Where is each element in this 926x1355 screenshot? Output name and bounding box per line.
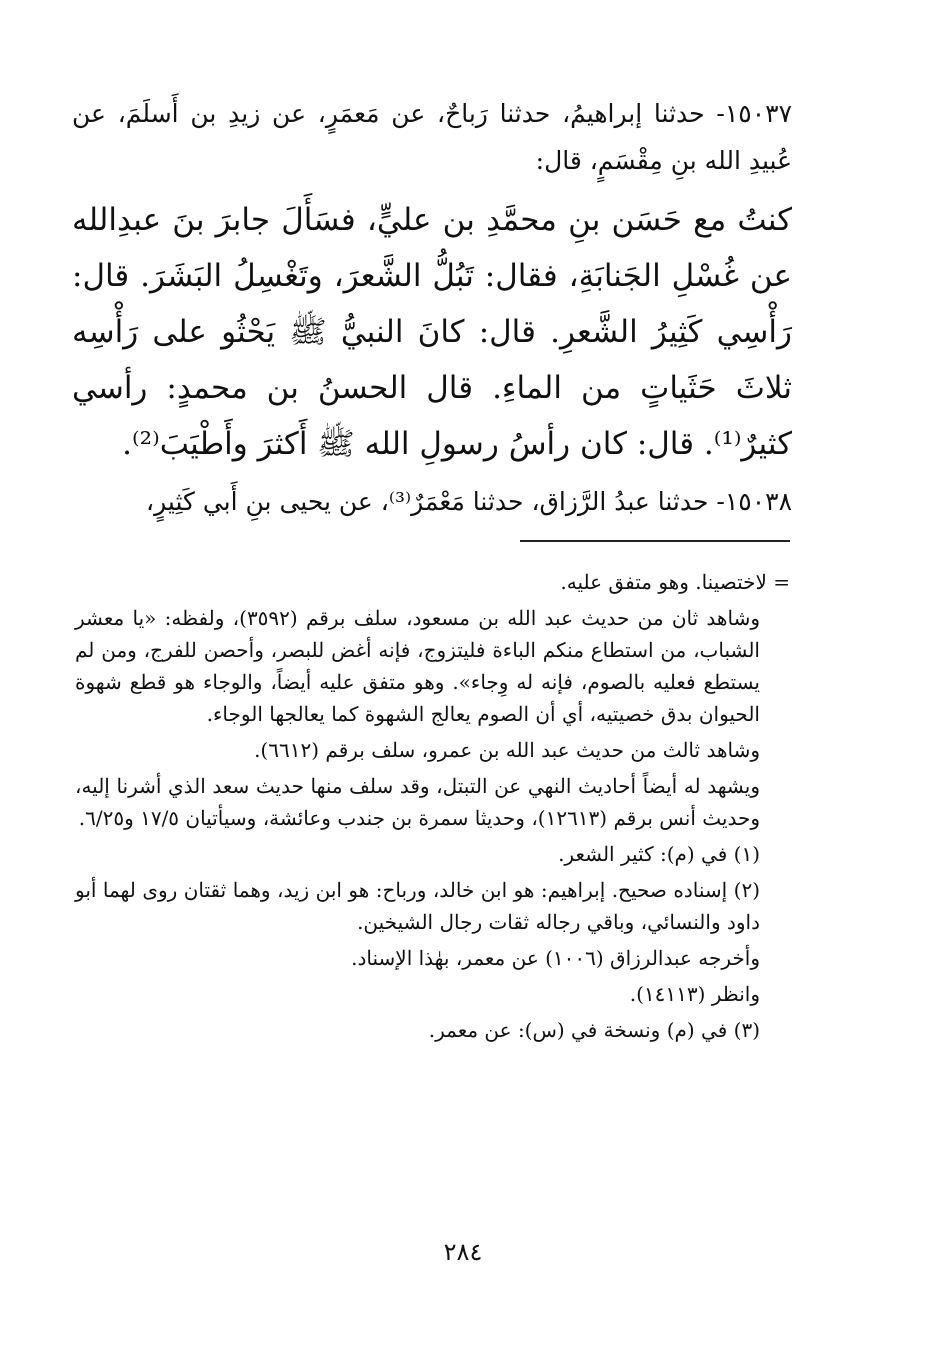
footnote-1: (١) في (م): كثير الشعر. bbox=[558, 842, 760, 866]
footnote-witness-3: وشاهد ثالث من حديث عبد الله بن عمرو، سلف برقم (٦٦١٢). bbox=[254, 738, 760, 762]
footnote-2: (٢) إسناده صحيح. إبراهيم: هو ابن خالد، ورباح: هو ابن زيد، وهما ثقتان روى لهما أبو داود والنسائي، وباقي رجاله ثقات رجال الشيخين. bbox=[75, 878, 760, 934]
footnote-separator bbox=[520, 540, 790, 542]
footnote-2-see-also: وانظر (١٤١١٣). bbox=[629, 982, 760, 1006]
footnotes bbox=[75, 566, 790, 1050]
footnote-witness-4: ويشهد له أيضاً أحاديث النهي عن التبتل، وقد سلف منها حديث سعد الذي أشرنا إليه، وحديث أنس برقم (١٢٦١٣)، وحديثا سمرة بن جندب وعائشة، وسيأتيان ١٧/٥ و٦/٢٥. bbox=[75, 774, 760, 830]
footnote-continuation: = لاختصينا. وهو متفق عليه. bbox=[560, 570, 790, 594]
footnote-3: (٣) في (م) ونسخة في (س): عن معمر. bbox=[428, 1018, 760, 1042]
main-text bbox=[72, 90, 792, 525]
hadith-15038-intro: ١٥٠٣٨- حدثنا عبدُ الرَّزاق، حدثنا مَعْمَرٌ⁽³⁾، عن يحيى بنِ أَبي كَثِيرٍ، bbox=[146, 487, 792, 516]
footnote-witness-2: وشاهد ثان من حديث عبد الله بن مسعود، سلف برقم (٣٥٩٢)، ولفظه: «يا معشر الشباب، من استطاع منكم الباءة فليتزوج، فإنه أغض للبصر، وأحصن للفرج، ومن لم يستطع فعليه بالصوم، فإنه له وِجاء». وهو متفق عليه أيضاً، والوجاء هو قطع شهوة الحيوان بدق خصيتيه، أي أن الصوم يعالج الشهوة كما يعالجها الوجاء. bbox=[75, 606, 760, 726]
footnote-2-takhrij: وأخرجه عبدالرزاق (١٠٠٦) عن معمر، بهٰذا الإسناد. bbox=[351, 946, 760, 970]
page-number: ٢٨٤ bbox=[443, 1238, 483, 1266]
hadith-15037-text: كنتُ مع حَسَن بنِ محمَّدِ بن عليٍّ، فسَأَلَ جابرَ بنَ عبدِالله عن غُسْلِ الجَنابَةِ، فقال: تَبُلُّ الشَّعرَ، وتَغْسِلُ البَشَرَ. قال: رَأْسِي كَثِيرُ الشَّعرِ. قال: كانَ النبيُّ ﷺ يَحْثُو على رَأْسِه ثلاثَ حَثَياتٍ من الماءِ. قال الحسنُ بن محمدٍ: رأسي كثيرٌ⁽¹⁾. قال: كان رأسُ رسولِ الله ﷺ أَكثرَ وأَطْيَبَ⁽²⁾. bbox=[72, 202, 792, 462]
hadith-15037-intro: ١٥٠٣٧- حدثنا إبراهيمُ، حدثنا رَباحٌ، عن مَعمَرٍ، عن زيدِ بن أَسلَمَ، عن عُبيدِ الله بنِ مِقْسَمٍ، قال: bbox=[72, 99, 792, 175]
